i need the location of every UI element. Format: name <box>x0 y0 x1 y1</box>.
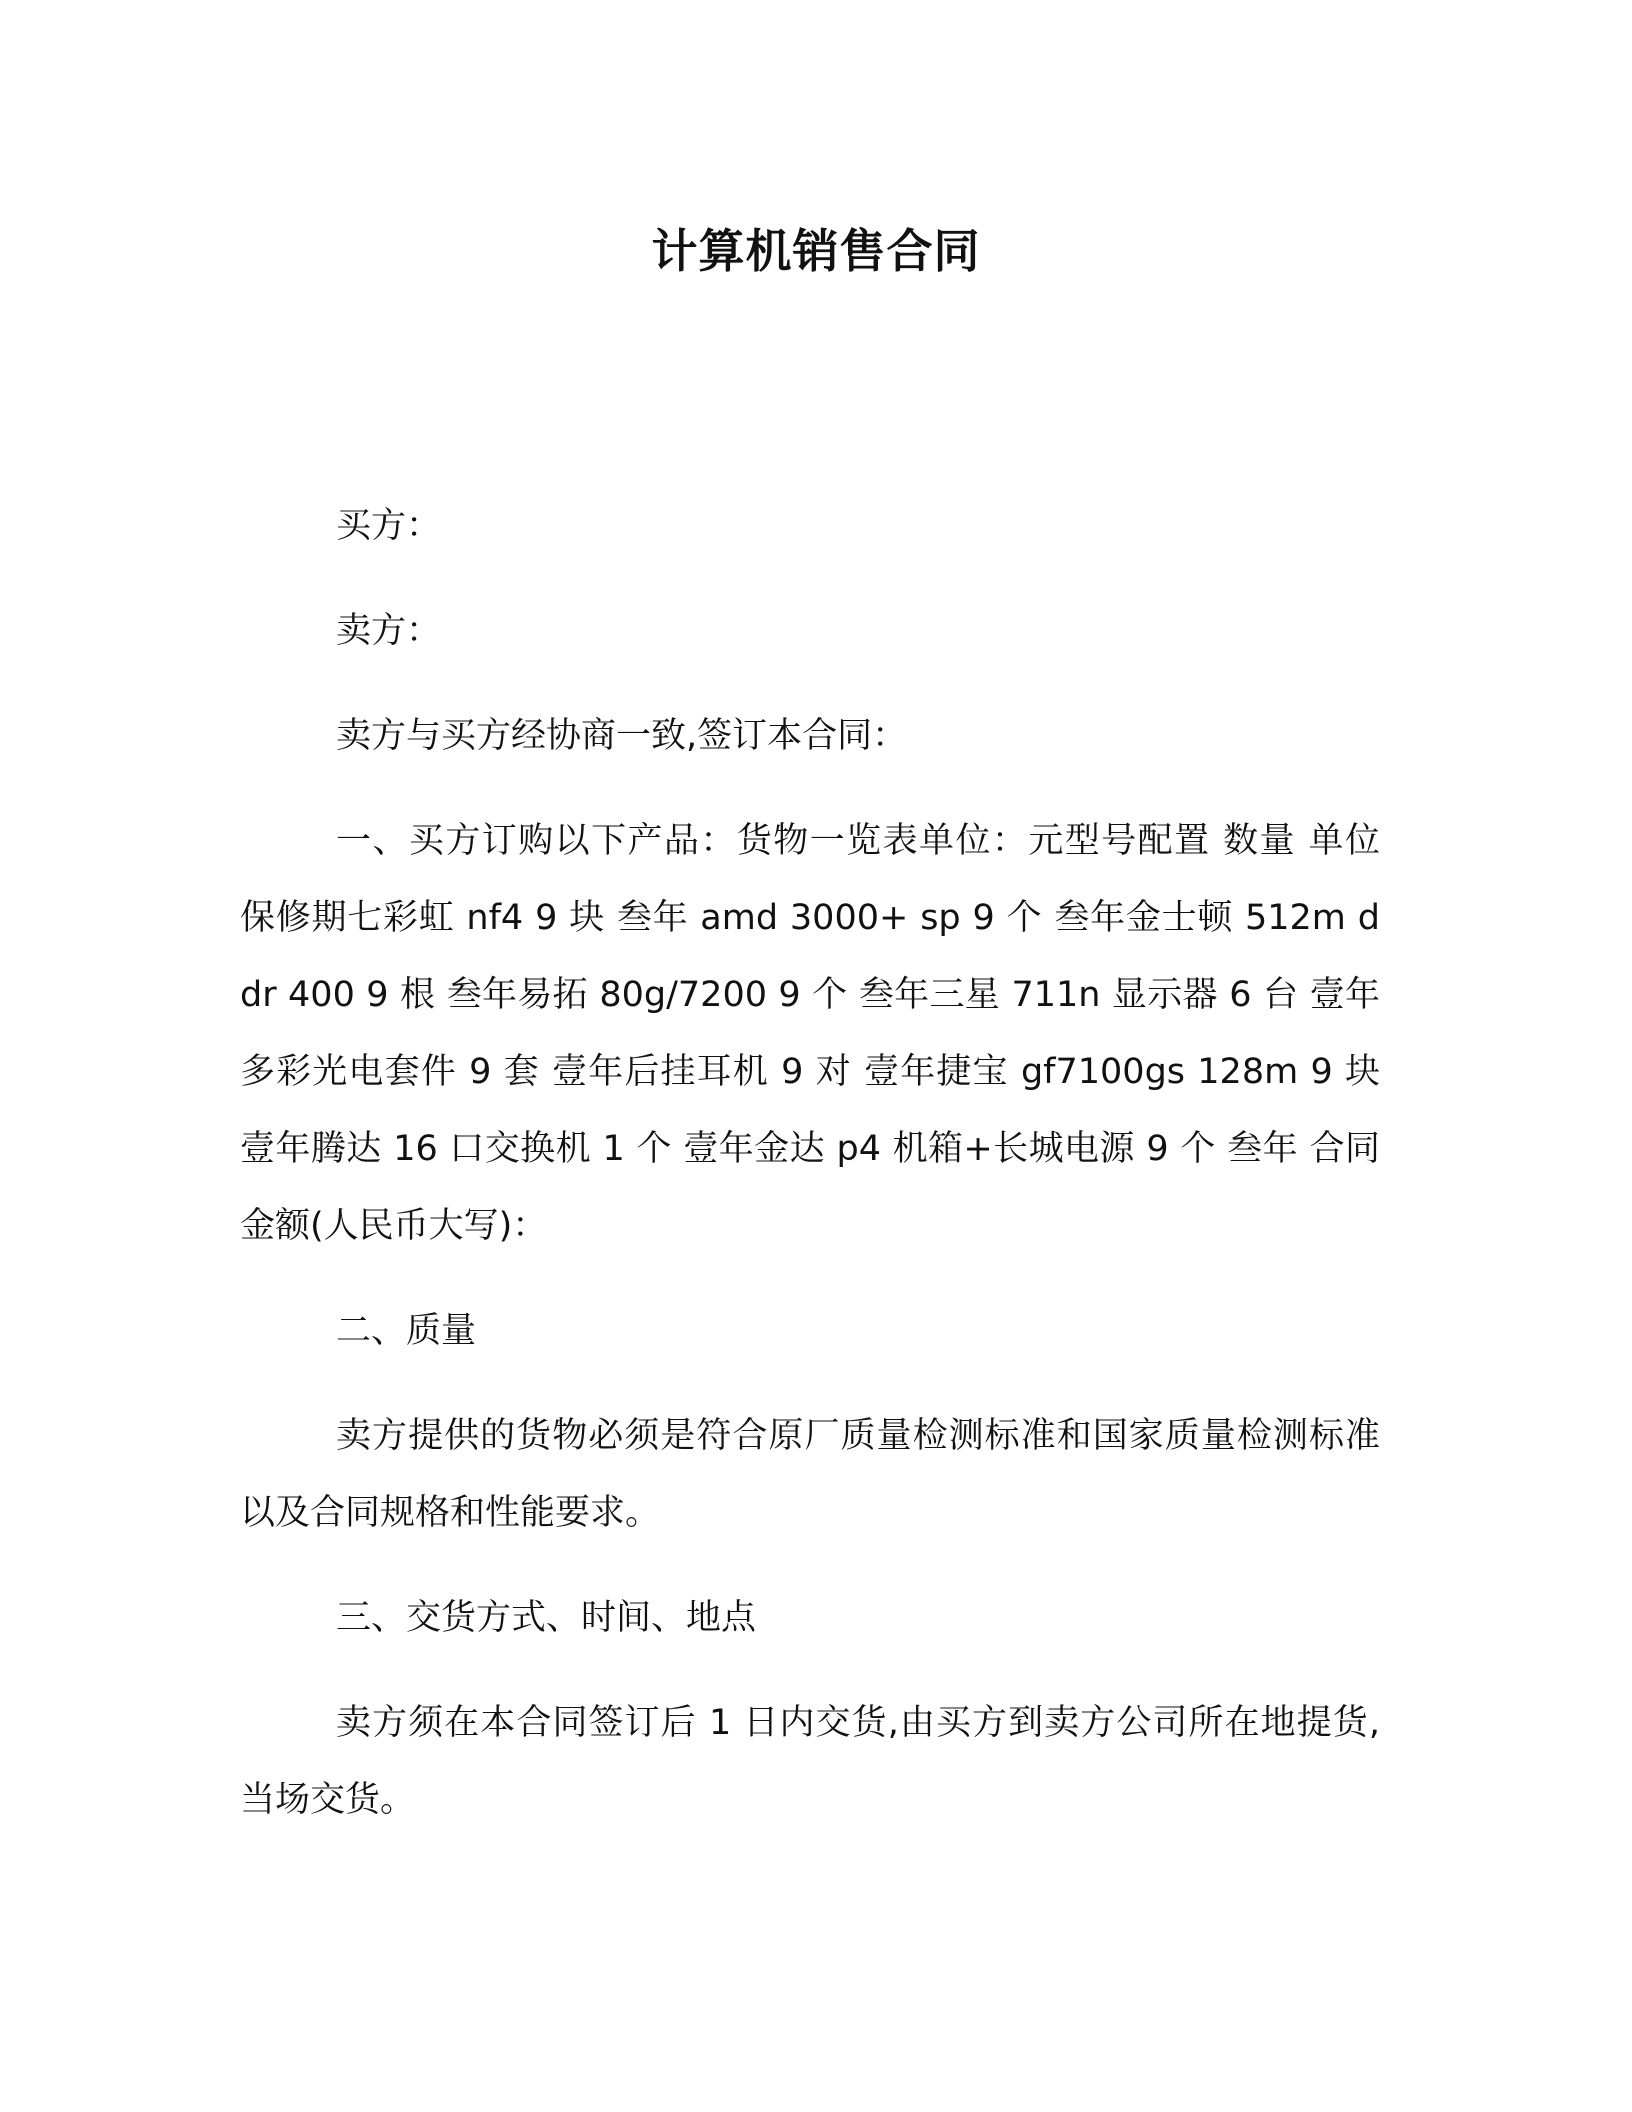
section-2-quality: 卖方提供的货物必须是符合原厂质量检测标准和国家质量检测标准以及合同规格和性能要求。 <box>240 1416 1380 1533</box>
document-title: 计算机销售合同 <box>651 224 981 278</box>
buyer-line: 买方： <box>336 506 442 546</box>
agreement-intro: 卖方与买方经协商一致,签订本合同： <box>336 716 908 756</box>
seller-line: 卖方： <box>336 611 442 651</box>
document-body <box>240 488 1380 1867</box>
section-3-delivery: 卖方须在本合同签订后 1 日内交货,由买方到卖方公司所在地提货,当场交货。 <box>240 1703 1380 1820</box>
section-3-heading: 三、交货方式、时间、地点 <box>336 1598 757 1638</box>
section-2-heading: 二、质量 <box>336 1311 477 1351</box>
section-1-products: 一、买方订购以下产品：货物一览表单位：元型号配置 数量 单位 保修期七彩虹 nf4 9 块 叁年 amd 3000+ sp 9 个 叁年金士顿 512m ddr 400 9 根 叁年易拓 80g/7200 9 个 叁年三星 711n 显示器 6 台 壹年多彩光电套件 9 套 壹年后挂耳机 9 对 壹年捷宝 gf7100gs 128m 9 块 壹年腾达 16 口交换机 1 个 壹年金达 p4 机箱+长城电源 9 个 叁年 合同金额(人民币大写)： <box>240 821 1380 1246</box>
